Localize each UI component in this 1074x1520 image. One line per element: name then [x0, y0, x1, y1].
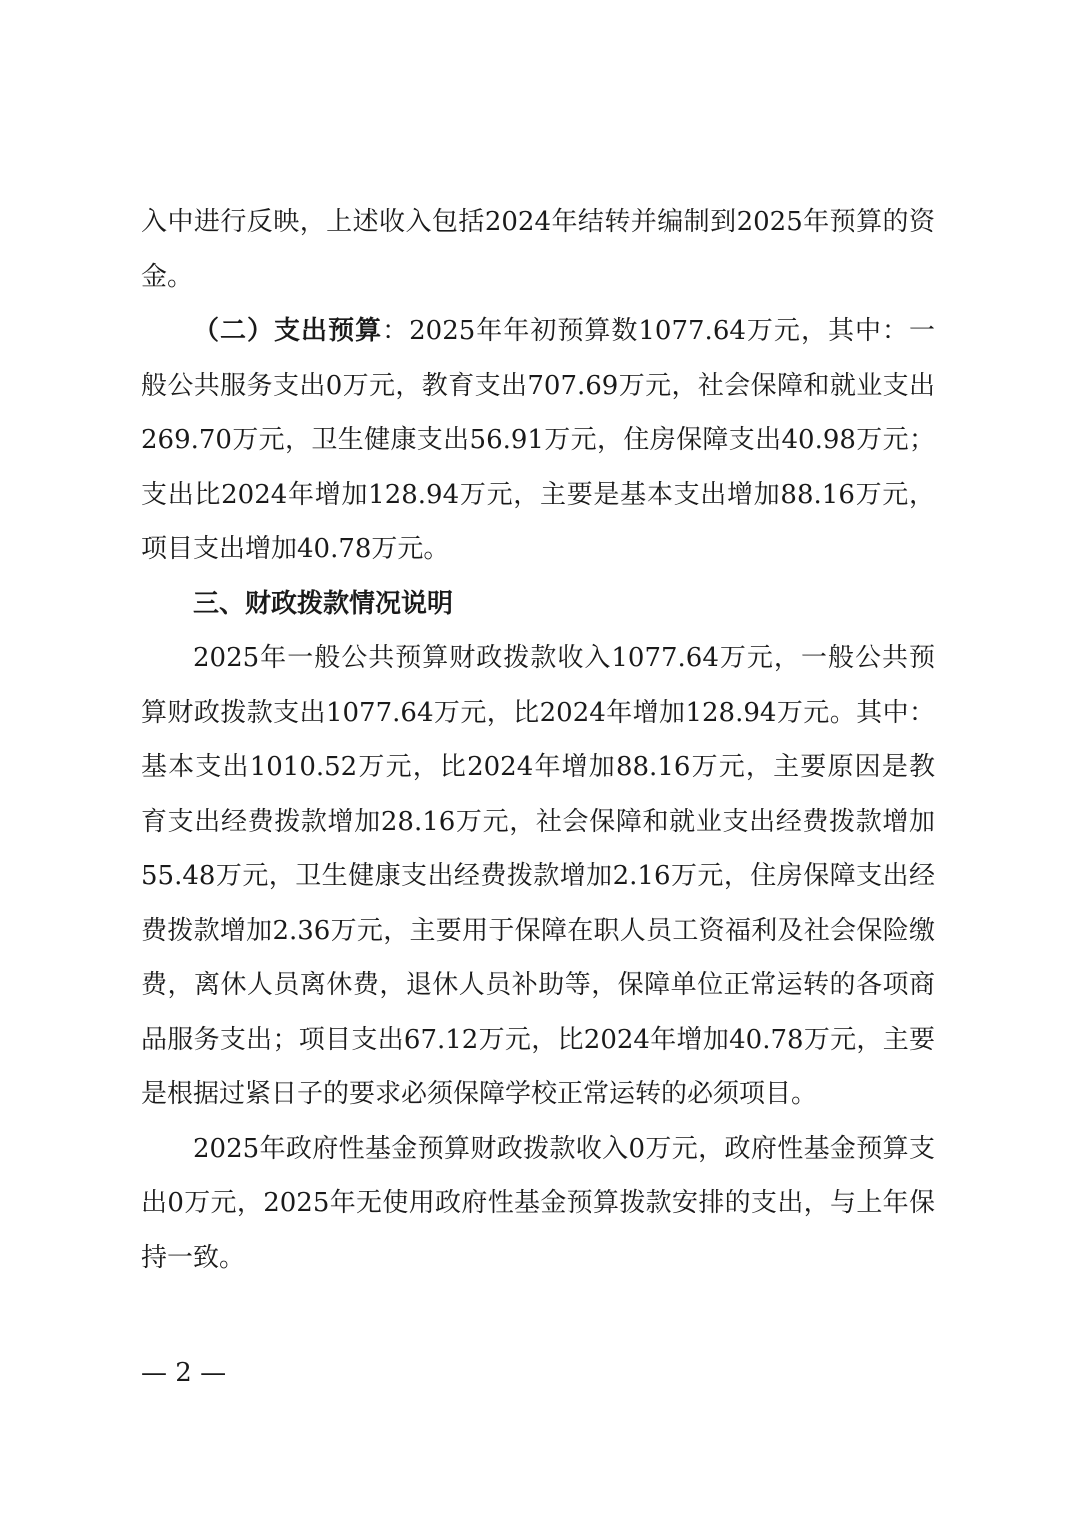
- page-number: — 2 —: [141, 1358, 227, 1388]
- paragraph-general-budget: 2025年一般公共预算财政拨款收入1077.64万元，一般公共预算财政拨款支出1077.64万元，比2024年增加128.94万元。其中：基本支出1010.52万元，比2024年增加88.16万元，主要原因是教育支出经费拨款增加28.16万元，社会保障和就业支出经费拨款增加55.48万元，卫生健康支出经费拨款增加2.16万元，住房保障支出经费拨款增加2.36万元，主要用于保障在职人员工资福利及社会保险缴费，离休人员离休费，退休人员补助等，保障单位正常运转的各项商品服务支出；项目支出67.12万元，比2024年增加40.78万元，主要是根据过紧日子的要求必须保障学校正常运转的必须项目。: [141, 643, 935, 1109]
- expenditure-budget-body: ：2025年年初预算数1077.64万元，其中：一般公共服务支出0万元，教育支出707.69万元，社会保障和就业支出269.70万元，卫生健康支出56.91万元，住房保障支出40.98万元；支出比2024年增加128.94万元，主要是基本支出增加88.16万元，项目支出增加40.78万元。: [141, 316, 935, 564]
- paragraph-income-continuation: 入中进行反映，上述收入包括2024年结转并编制到2025年预算的资金。: [141, 207, 935, 292]
- paragraph-government-fund: 2025年政府性基金预算财政拨款收入0万元，政府性基金预算支出0万元，2025年无使用政府性基金预算拨款安排的支出，与上年保持一致。: [141, 1133, 935, 1273]
- paragraph-expenditure-budget: [141, 304, 935, 577]
- body-text: [141, 195, 935, 1285]
- expenditure-budget-heading: （二）支出预算: [193, 316, 383, 346]
- section-heading-appropriation: 三、财政拨款情况说明: [193, 588, 454, 619]
